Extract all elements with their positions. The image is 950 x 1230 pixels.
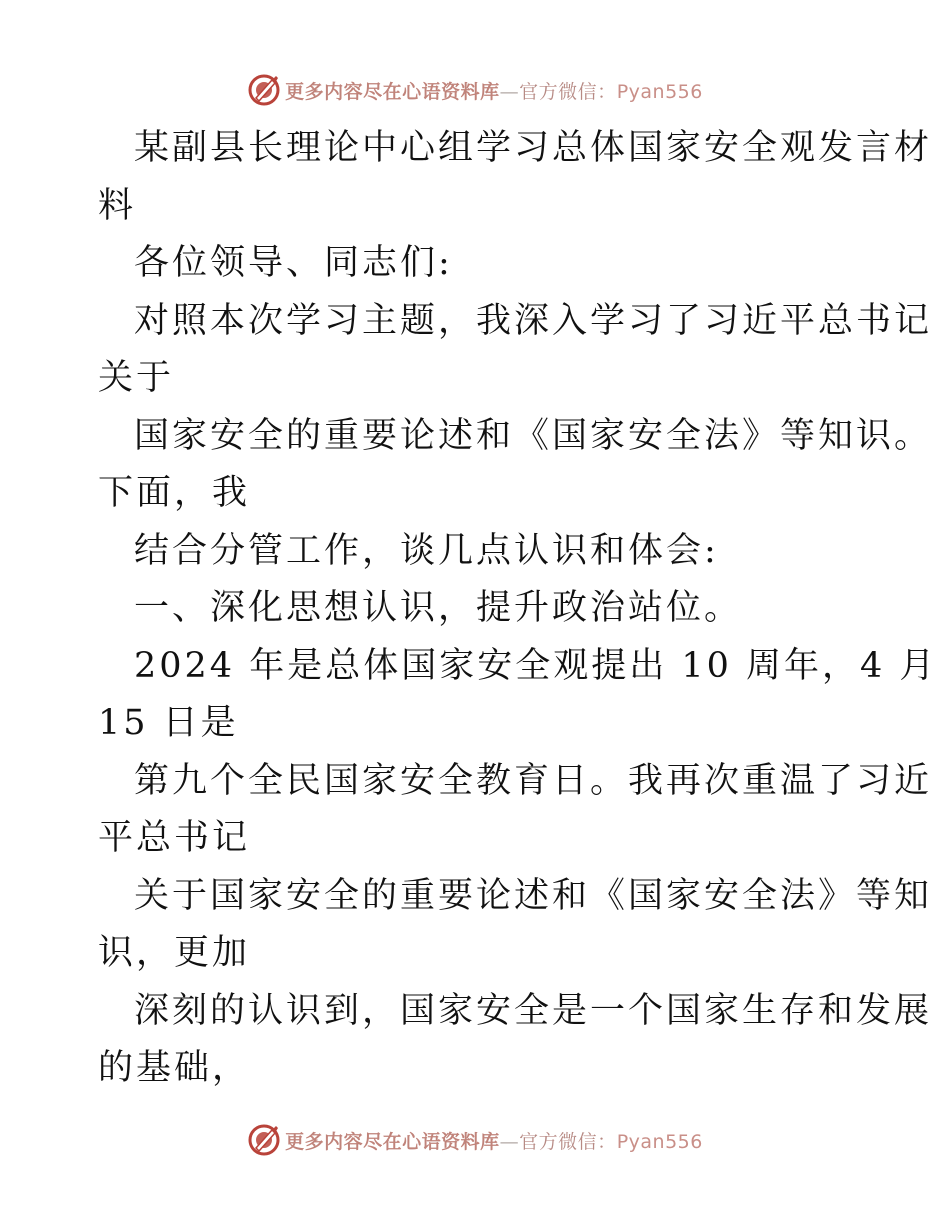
watermark-text xyxy=(285,77,703,104)
watermark-text xyxy=(285,1127,703,1154)
document-line: 料 xyxy=(98,185,137,226)
document-line: 2024 年是总体国家安全观提出 10 周年，4 月 xyxy=(134,645,938,686)
document-line: 关于国家安全的重要论述和《国家安全法》等知 xyxy=(134,875,933,916)
document-line: 各位领导、同志们: xyxy=(134,243,453,283)
document-line: 深刻的认识到，国家安全是一个国家生存和发展 xyxy=(134,990,933,1031)
watermark-brand: 更多内容尽在心语资料库 xyxy=(285,80,500,103)
document-line: 对照本次学习主题，我深入学习了习近平总书记 xyxy=(134,300,933,341)
document-body xyxy=(98,120,938,1098)
document-line: 平总书记 xyxy=(98,818,251,858)
watermark-brand: 更多内容尽在心语资料库 xyxy=(285,1130,500,1153)
watermark-label: 官方微信： xyxy=(519,80,617,103)
pen-logo-icon xyxy=(247,73,281,107)
footer-watermark xyxy=(0,1120,950,1160)
document-line: 国家安全的重要论述和《国家安全法》等知识。 xyxy=(134,415,933,456)
document-line: 15 日是 xyxy=(98,703,239,743)
watermark-separator: — xyxy=(499,1130,520,1153)
document-line: 一、深化思想认识，提升政治站位。 xyxy=(134,588,743,628)
document-line: 下面，我 xyxy=(98,473,251,513)
document-line: 的基础， xyxy=(98,1048,251,1088)
pen-logo-icon xyxy=(247,1123,281,1157)
document-line: 关于 xyxy=(98,358,175,398)
document-line: 第九个全民国家安全教育日。我再次重温了习近 xyxy=(134,760,933,801)
watermark-label: 官方微信： xyxy=(519,1130,617,1153)
watermark-separator: — xyxy=(499,80,520,103)
header-watermark xyxy=(0,70,950,110)
document-line: 结合分管工作，谈几点认识和体会: xyxy=(134,530,719,571)
watermark-id: Pyan556 xyxy=(616,1130,703,1153)
document-line: 某副县长理论中心组学习总体国家安全观发言材 xyxy=(134,128,933,168)
document-line: 识，更加 xyxy=(98,933,251,973)
watermark-id: Pyan556 xyxy=(616,80,703,103)
